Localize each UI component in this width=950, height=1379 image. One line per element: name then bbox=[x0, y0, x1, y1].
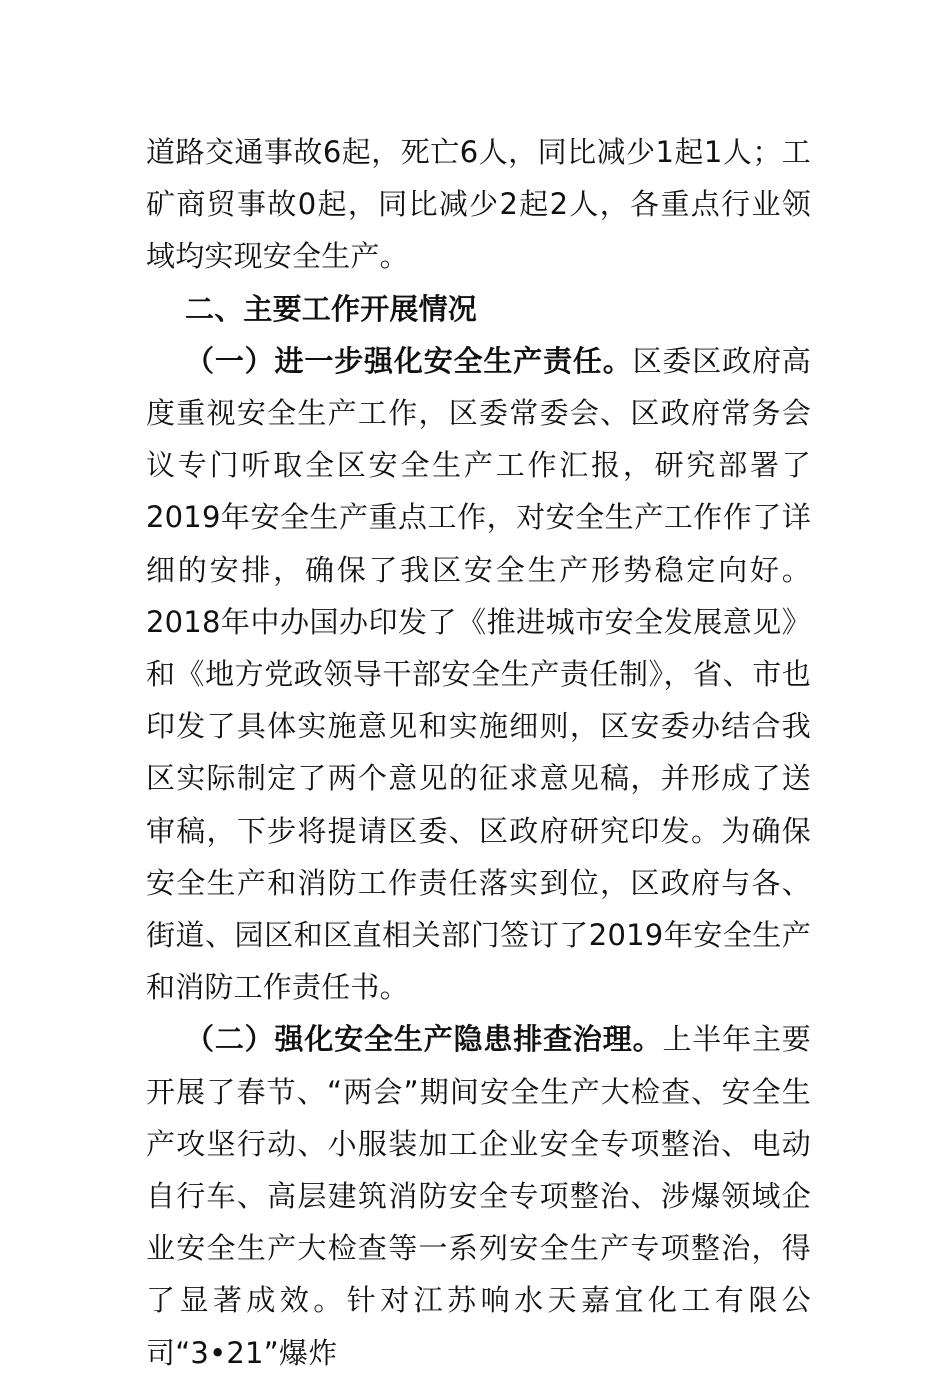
document-body bbox=[146, 126, 811, 1379]
paragraph-section-2 bbox=[146, 1013, 811, 1378]
paragraph-lead-heading: （二）强化安全生产隐患排查治理。 bbox=[185, 1022, 663, 1057]
section-heading: 二、主要工作开展情况 bbox=[185, 291, 478, 326]
paragraph-section-1 bbox=[146, 335, 811, 1014]
paragraph-body-text: 上半年主要开展了春节、“两会”期间安全生产大检查、安全生产攻坚行动、小服装加工企业安全专项整治、电动自行车、高层建筑消防安全专项整治、涉爆领域企业安全生产大检查等一系列安全生产专项整治，得了显著成效。针对江苏响水天嘉宜化工有限公司“3•21”爆炸 bbox=[146, 1022, 811, 1370]
paragraph-body-text: 区委区政府高度重视安全生产工作，区委常委会、区政府常务会议专门听取全区安全生产工作汇报，研究部署了2019年安全生产重点工作，对安全生产工作作了详细的安排，确保了我区安全生产形势稳定向好。2018年中办国办印发了《推进城市安全发展意见》和《地方党政领导干部安全生产责任制》，省、市也印发了具体实施意见和实施细则，区安委办结合我区实际制定了两个意见的征求意见稿，并形成了送审稿，下步将提请区委、区政府研究印发。为确保安全生产和消防工作责任落实到位，区政府与各、街道、园区和区直相关部门签订了2019年安全生产和消防工作责任书。 bbox=[146, 343, 811, 1005]
continued-paragraph: 道路交通事故6起，死亡6人，同比减少1起1人；工矿商贸事故0起，同比减少2起2人，各重点行业领域均实现安全生产。 bbox=[146, 135, 811, 274]
paragraph-lead-heading: （一）进一步强化安全生产责任。 bbox=[185, 343, 633, 378]
